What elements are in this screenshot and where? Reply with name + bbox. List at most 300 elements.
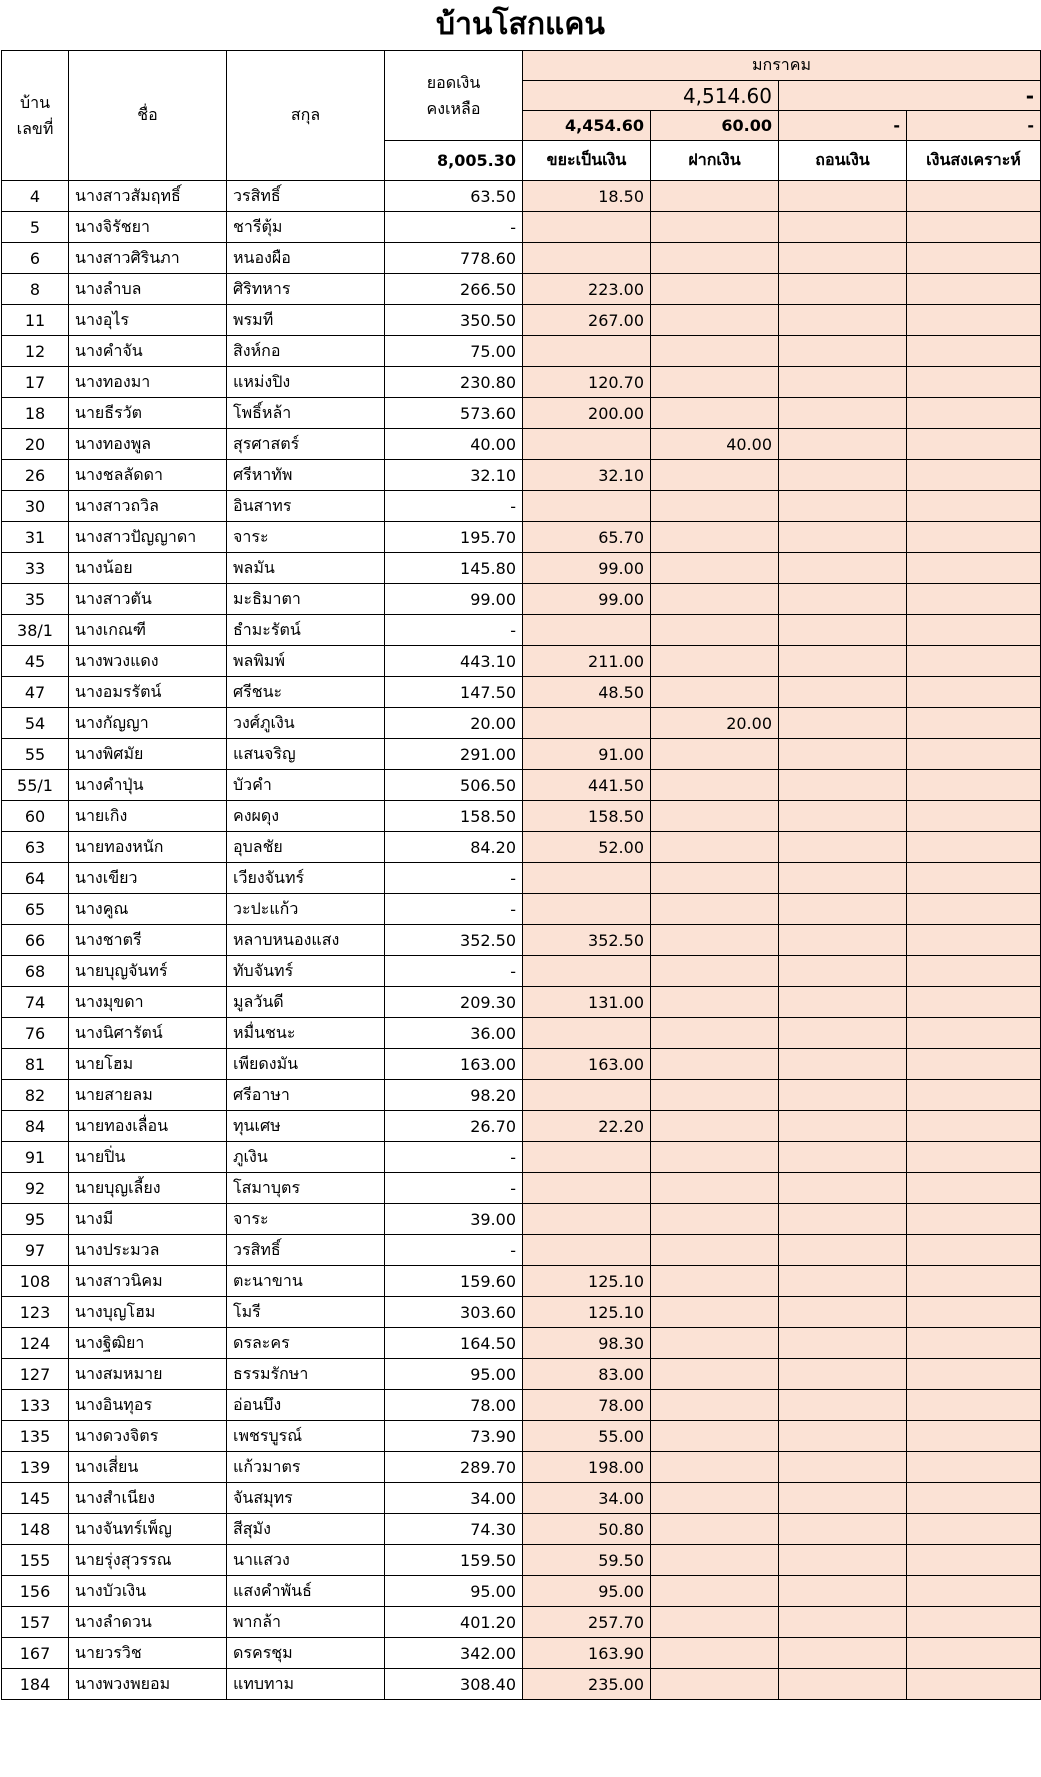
table-row [2, 212, 1041, 243]
name-cell: นางเขียว [69, 863, 227, 894]
balance-cell: 20.00 [385, 708, 523, 739]
garbage-cell [523, 708, 651, 739]
welfare-cell [907, 987, 1041, 1018]
surname-cell: ศรีหาทัพ [227, 460, 385, 491]
welfare-cell [907, 1483, 1041, 1514]
table-row [2, 522, 1041, 553]
house-no-cell: 145 [2, 1483, 69, 1514]
deposit-cell [651, 801, 779, 832]
house-no-cell: 55/1 [2, 770, 69, 801]
welfare-cell [907, 1576, 1041, 1607]
house-no-cell: 81 [2, 1049, 69, 1080]
garbage-cell: 95.00 [523, 1576, 651, 1607]
deposit-cell [651, 243, 779, 274]
name-cell: นางนิศารัตน์ [69, 1018, 227, 1049]
balance-cell: - [385, 1142, 523, 1173]
surname-cell: ทุนเศษ [227, 1111, 385, 1142]
table-row [2, 1669, 1041, 1700]
deposit-cell [651, 181, 779, 212]
balance-cell: 352.50 [385, 925, 523, 956]
deposit-cell [651, 1669, 779, 1700]
balance-cell: 209.30 [385, 987, 523, 1018]
welfare-cell [907, 1049, 1041, 1080]
house-no-cell: 12 [2, 336, 69, 367]
garbage-cell [523, 1235, 651, 1266]
garbage-cell [523, 243, 651, 274]
subtotal-withdraw: - [779, 111, 907, 141]
withdraw-cell [779, 212, 907, 243]
surname-cell: เพชรบูรณ์ [227, 1421, 385, 1452]
name-cell: นายสายลม [69, 1080, 227, 1111]
balance-cell: 26.70 [385, 1111, 523, 1142]
name-cell: นางสาวสัมฤทธิ์ [69, 181, 227, 212]
table-row [2, 615, 1041, 646]
deposit-cell [651, 1235, 779, 1266]
balance-cell: 159.60 [385, 1266, 523, 1297]
surname-cell: หนองผือ [227, 243, 385, 274]
house-no-cell: 47 [2, 677, 69, 708]
garbage-cell [523, 1142, 651, 1173]
table-row [2, 770, 1041, 801]
page-title: บ้านโสกแคน [436, 7, 605, 42]
house-no-cell: 30 [2, 491, 69, 522]
welfare-cell [907, 1452, 1041, 1483]
table-row [2, 336, 1041, 367]
table-row [2, 1452, 1041, 1483]
withdraw-cell [779, 305, 907, 336]
house-no-cell: 148 [2, 1514, 69, 1545]
deposit-cell [651, 1173, 779, 1204]
surname-cell: จาระ [227, 1204, 385, 1235]
deposit-cell [651, 1483, 779, 1514]
withdraw-cell [779, 832, 907, 863]
table-row [2, 553, 1041, 584]
deposit-cell [651, 646, 779, 677]
deposit-cell [651, 1049, 779, 1080]
deposit-cell [651, 1328, 779, 1359]
garbage-cell: 32.10 [523, 460, 651, 491]
withdraw-cell [779, 677, 907, 708]
house-no-cell: 156 [2, 1576, 69, 1607]
garbage-cell: 211.00 [523, 646, 651, 677]
surname-cell: เวียงจันทร์ [227, 863, 385, 894]
name-cell: นายโฮม [69, 1049, 227, 1080]
garbage-cell: 257.70 [523, 1607, 651, 1638]
table-row [2, 1576, 1041, 1607]
deposit-cell [651, 212, 779, 243]
surname-cell: สิงห์กอ [227, 336, 385, 367]
deposit-cell [651, 739, 779, 770]
withdraw-cell [779, 956, 907, 987]
table-row [2, 894, 1041, 925]
garbage-cell: 441.50 [523, 770, 651, 801]
balance-cell: 99.00 [385, 584, 523, 615]
balance-cell: 34.00 [385, 1483, 523, 1514]
surname-cell: วะปะแก้ว [227, 894, 385, 925]
withdraw-cell [779, 615, 907, 646]
house-no-cell: 97 [2, 1235, 69, 1266]
deposit-cell [651, 863, 779, 894]
surname-cell: วงศ์ภูเงิน [227, 708, 385, 739]
table-row [2, 708, 1041, 739]
table-row [2, 1204, 1041, 1235]
welfare-cell [907, 553, 1041, 584]
table-row [2, 274, 1041, 305]
surname-cell: แทบทาม [227, 1669, 385, 1700]
deposit-cell [651, 987, 779, 1018]
table-row [2, 1111, 1041, 1142]
deposit-cell [651, 305, 779, 336]
withdraw-cell [779, 987, 907, 1018]
name-cell: นางสำเนียง [69, 1483, 227, 1514]
surname-cell: อุบลชัย [227, 832, 385, 863]
house-no-cell: 65 [2, 894, 69, 925]
withdraw-cell [779, 770, 907, 801]
garbage-cell: 99.00 [523, 553, 651, 584]
welfare-cell [907, 1111, 1041, 1142]
house-no-cell: 155 [2, 1545, 69, 1576]
surname-cell: โมรี [227, 1297, 385, 1328]
balance-cell: 159.50 [385, 1545, 523, 1576]
surname-cell: นาแสวง [227, 1545, 385, 1576]
house-no-cell: 18 [2, 398, 69, 429]
surname-cell: แหม่งปิง [227, 367, 385, 398]
welfare-cell [907, 243, 1041, 274]
house-no-cell: 6 [2, 243, 69, 274]
garbage-cell [523, 429, 651, 460]
garbage-cell: 52.00 [523, 832, 651, 863]
welfare-cell [907, 398, 1041, 429]
subtotal-garbage: 4,454.60 [523, 111, 651, 141]
balance-cell: - [385, 894, 523, 925]
name-cell: นายปิ่น [69, 1142, 227, 1173]
balance-cell: 401.20 [385, 1607, 523, 1638]
surname-cell: ตะนาขาน [227, 1266, 385, 1297]
withdraw-cell [779, 181, 907, 212]
welfare-cell [907, 491, 1041, 522]
garbage-cell [523, 956, 651, 987]
welfare-cell [907, 429, 1041, 460]
welfare-cell [907, 305, 1041, 336]
welfare-cell [907, 212, 1041, 243]
surname-cell: ชารีตุ้ม [227, 212, 385, 243]
name-cell: นางทองมา [69, 367, 227, 398]
surname-cell: มูลวันดี [227, 987, 385, 1018]
deposit-cell [651, 1266, 779, 1297]
table-row [2, 1297, 1041, 1328]
deposit-cell [651, 677, 779, 708]
name-cell: นางพิศมัย [69, 739, 227, 770]
surname-cell: พลพิมพ์ [227, 646, 385, 677]
deposit-cell [651, 336, 779, 367]
table-row [2, 1483, 1041, 1514]
welfare-cell [907, 1204, 1041, 1235]
house-no-cell: 167 [2, 1638, 69, 1669]
withdraw-cell [779, 894, 907, 925]
surname-cell: ธำมะรัตน์ [227, 615, 385, 646]
surname-cell: บัวคำ [227, 770, 385, 801]
welfare-cell [907, 615, 1041, 646]
withdraw-cell [779, 1483, 907, 1514]
name-cell: นางชาตรี [69, 925, 227, 956]
surname-cell: ทับจันทร์ [227, 956, 385, 987]
balance-cell: - [385, 1173, 523, 1204]
table-row [2, 956, 1041, 987]
withdraw-cell [779, 1545, 907, 1576]
welfare-cell [907, 1173, 1041, 1204]
balance-cell: 506.50 [385, 770, 523, 801]
deposit-cell [651, 584, 779, 615]
balance-total: 8,005.30 [385, 141, 523, 181]
house-no-cell: 157 [2, 1607, 69, 1638]
welfare-cell [907, 894, 1041, 925]
house-no-cell: 84 [2, 1111, 69, 1142]
table-row [2, 1390, 1041, 1421]
name-cell: นางสาวปัญญาดา [69, 522, 227, 553]
surname-cell: อินสาทร [227, 491, 385, 522]
garbage-cell [523, 491, 651, 522]
house-no-cell: 74 [2, 987, 69, 1018]
withdraw-cell [779, 646, 907, 677]
deposit-cell [651, 274, 779, 305]
table-row [2, 1173, 1041, 1204]
balance-cell: 289.70 [385, 1452, 523, 1483]
garbage-cell: 158.50 [523, 801, 651, 832]
table-row [2, 1235, 1041, 1266]
house-no-cell: 45 [2, 646, 69, 677]
subtotal-deposit: 60.00 [651, 111, 779, 141]
name-cell: นางชลลัดดา [69, 460, 227, 491]
balance-cell: 350.50 [385, 305, 523, 336]
name-cell: นายรุ่งสุวรรณ [69, 1545, 227, 1576]
surname-cell: พลมัน [227, 553, 385, 584]
name-cell: นางคำจัน [69, 336, 227, 367]
balance-cell: 266.50 [385, 274, 523, 305]
garbage-cell: 99.00 [523, 584, 651, 615]
garbage-cell: 18.50 [523, 181, 651, 212]
surname-cell: ดรละคร [227, 1328, 385, 1359]
house-no-cell: 123 [2, 1297, 69, 1328]
garbage-cell [523, 1204, 651, 1235]
garbage-cell: 22.20 [523, 1111, 651, 1142]
welfare-cell [907, 367, 1041, 398]
welfare-cell [907, 770, 1041, 801]
garbage-cell: 125.10 [523, 1266, 651, 1297]
surname-cell: แก้วมาตร [227, 1452, 385, 1483]
withdraw-cell [779, 584, 907, 615]
welfare-cell [907, 522, 1041, 553]
house-no-cell: 54 [2, 708, 69, 739]
table-row [2, 243, 1041, 274]
house-no-cell: 68 [2, 956, 69, 987]
garbage-cell: 125.10 [523, 1297, 651, 1328]
header-house-no: บ้าน เลขที่ [2, 51, 69, 181]
deposit-cell [651, 1390, 779, 1421]
withdraw-cell [779, 1359, 907, 1390]
table-row [2, 863, 1041, 894]
table-row [2, 801, 1041, 832]
balance-cell: 147.50 [385, 677, 523, 708]
withdraw-cell [779, 522, 907, 553]
surname-cell: หมื่นชนะ [227, 1018, 385, 1049]
withdraw-cell [779, 1173, 907, 1204]
name-cell: นางประมวล [69, 1235, 227, 1266]
name-cell: นางสาวตัน [69, 584, 227, 615]
balance-cell: 573.60 [385, 398, 523, 429]
deposit-cell [651, 956, 779, 987]
name-cell: นางอินทุอร [69, 1390, 227, 1421]
garbage-cell: 65.70 [523, 522, 651, 553]
house-no-cell: 184 [2, 1669, 69, 1700]
welfare-cell [907, 181, 1041, 212]
house-no-cell: 20 [2, 429, 69, 460]
garbage-cell [523, 863, 651, 894]
balance-cell: 39.00 [385, 1204, 523, 1235]
house-no-cell: 60 [2, 801, 69, 832]
name-cell: นายทองหนัก [69, 832, 227, 863]
surname-cell: ดรครชุม [227, 1638, 385, 1669]
welfare-cell [907, 1421, 1041, 1452]
deposit-cell [651, 1142, 779, 1173]
deposit-cell [651, 1452, 779, 1483]
house-no-cell: 133 [2, 1390, 69, 1421]
balance-cell: - [385, 491, 523, 522]
header-name: ชื่อ [69, 51, 227, 181]
deposit-cell [651, 1607, 779, 1638]
surname-cell: แสนจริญ [227, 739, 385, 770]
table-row [2, 1049, 1041, 1080]
header-withdraw: ถอนเงิน [779, 141, 907, 181]
savings-table [1, 50, 1041, 1700]
name-cell: นางสาวถวิล [69, 491, 227, 522]
garbage-cell: 98.30 [523, 1328, 651, 1359]
welfare-cell [907, 1266, 1041, 1297]
name-cell: นางลำดวน [69, 1607, 227, 1638]
name-cell: นางสมหมาย [69, 1359, 227, 1390]
surname-cell: พากล้า [227, 1607, 385, 1638]
header-garbage: ขยะเป็นเงิน [523, 141, 651, 181]
deposit-cell [651, 398, 779, 429]
garbage-cell: 163.00 [523, 1049, 651, 1080]
table-row [2, 677, 1041, 708]
table-row [2, 1328, 1041, 1359]
deposit-cell [651, 1421, 779, 1452]
withdraw-cell [779, 1638, 907, 1669]
surname-cell: วรสิทธิ์ [227, 1235, 385, 1266]
deposit-cell [651, 1018, 779, 1049]
withdraw-cell [779, 429, 907, 460]
name-cell: นางมุขดา [69, 987, 227, 1018]
welfare-cell [907, 1359, 1041, 1390]
balance-cell: 95.00 [385, 1576, 523, 1607]
garbage-cell: 59.50 [523, 1545, 651, 1576]
name-cell: นางดวงจิตร [69, 1421, 227, 1452]
welfare-cell [907, 1390, 1041, 1421]
name-cell: นางอมรรัตน์ [69, 677, 227, 708]
house-no-cell: 135 [2, 1421, 69, 1452]
table-row [2, 584, 1041, 615]
garbage-cell: 200.00 [523, 398, 651, 429]
balance-cell: 158.50 [385, 801, 523, 832]
welfare-cell [907, 925, 1041, 956]
surname-cell: อ่อนบึง [227, 1390, 385, 1421]
balance-cell: 84.20 [385, 832, 523, 863]
garbage-cell [523, 1173, 651, 1204]
table-row [2, 367, 1041, 398]
header-balance: ยอดเงิน คงเหลือ [385, 51, 523, 141]
deposit-cell [651, 1359, 779, 1390]
balance-cell: 303.60 [385, 1297, 523, 1328]
garbage-cell [523, 894, 651, 925]
withdraw-cell [779, 1018, 907, 1049]
name-cell: นางทองพูล [69, 429, 227, 460]
withdraw-cell [779, 1514, 907, 1545]
garbage-cell: 267.00 [523, 305, 651, 336]
welfare-cell [907, 1607, 1041, 1638]
table-row [2, 646, 1041, 677]
welfare-cell [907, 956, 1041, 987]
house-no-cell: 124 [2, 1328, 69, 1359]
garbage-cell: 48.50 [523, 677, 651, 708]
welfare-cell [907, 1514, 1041, 1545]
table-row [2, 1421, 1041, 1452]
withdraw-cell [779, 1297, 907, 1328]
house-no-cell: 38/1 [2, 615, 69, 646]
balance-cell: - [385, 863, 523, 894]
garbage-cell [523, 615, 651, 646]
welfare-cell [907, 1545, 1041, 1576]
welfare-cell [907, 677, 1041, 708]
name-cell: นางพวงแดง [69, 646, 227, 677]
name-cell: นางสาวศิรินภา [69, 243, 227, 274]
house-no-cell: 108 [2, 1266, 69, 1297]
deposit-cell [651, 1297, 779, 1328]
garbage-cell: 78.00 [523, 1390, 651, 1421]
surname-cell: ธรรมรักษา [227, 1359, 385, 1390]
name-cell: นางน้อย [69, 553, 227, 584]
house-no-cell: 66 [2, 925, 69, 956]
header-month: มกราคม [523, 51, 1041, 81]
balance-cell: 78.00 [385, 1390, 523, 1421]
table-row [2, 925, 1041, 956]
house-no-cell: 91 [2, 1142, 69, 1173]
welfare-cell [907, 863, 1041, 894]
deposit-cell [651, 770, 779, 801]
house-no-cell: 95 [2, 1204, 69, 1235]
withdraw-cell [779, 708, 907, 739]
balance-cell: 74.30 [385, 1514, 523, 1545]
header-surname: สกุล [227, 51, 385, 181]
name-cell: นางเกณฑี [69, 615, 227, 646]
house-no-cell: 127 [2, 1359, 69, 1390]
balance-cell: 778.60 [385, 243, 523, 274]
garbage-cell: 83.00 [523, 1359, 651, 1390]
deposit-cell [651, 553, 779, 584]
deposit-cell [651, 832, 779, 863]
table-row [2, 429, 1041, 460]
withdraw-cell [779, 1607, 907, 1638]
withdraw-cell [779, 1421, 907, 1452]
name-cell: นางมี [69, 1204, 227, 1235]
garbage-cell: 50.80 [523, 1514, 651, 1545]
welfare-cell [907, 708, 1041, 739]
surname-cell: หลาบหนองแสง [227, 925, 385, 956]
name-cell: นางคำปุ่น [69, 770, 227, 801]
deposit-cell [651, 522, 779, 553]
table-row [2, 1514, 1041, 1545]
house-no-cell: 5 [2, 212, 69, 243]
withdraw-cell [779, 336, 907, 367]
